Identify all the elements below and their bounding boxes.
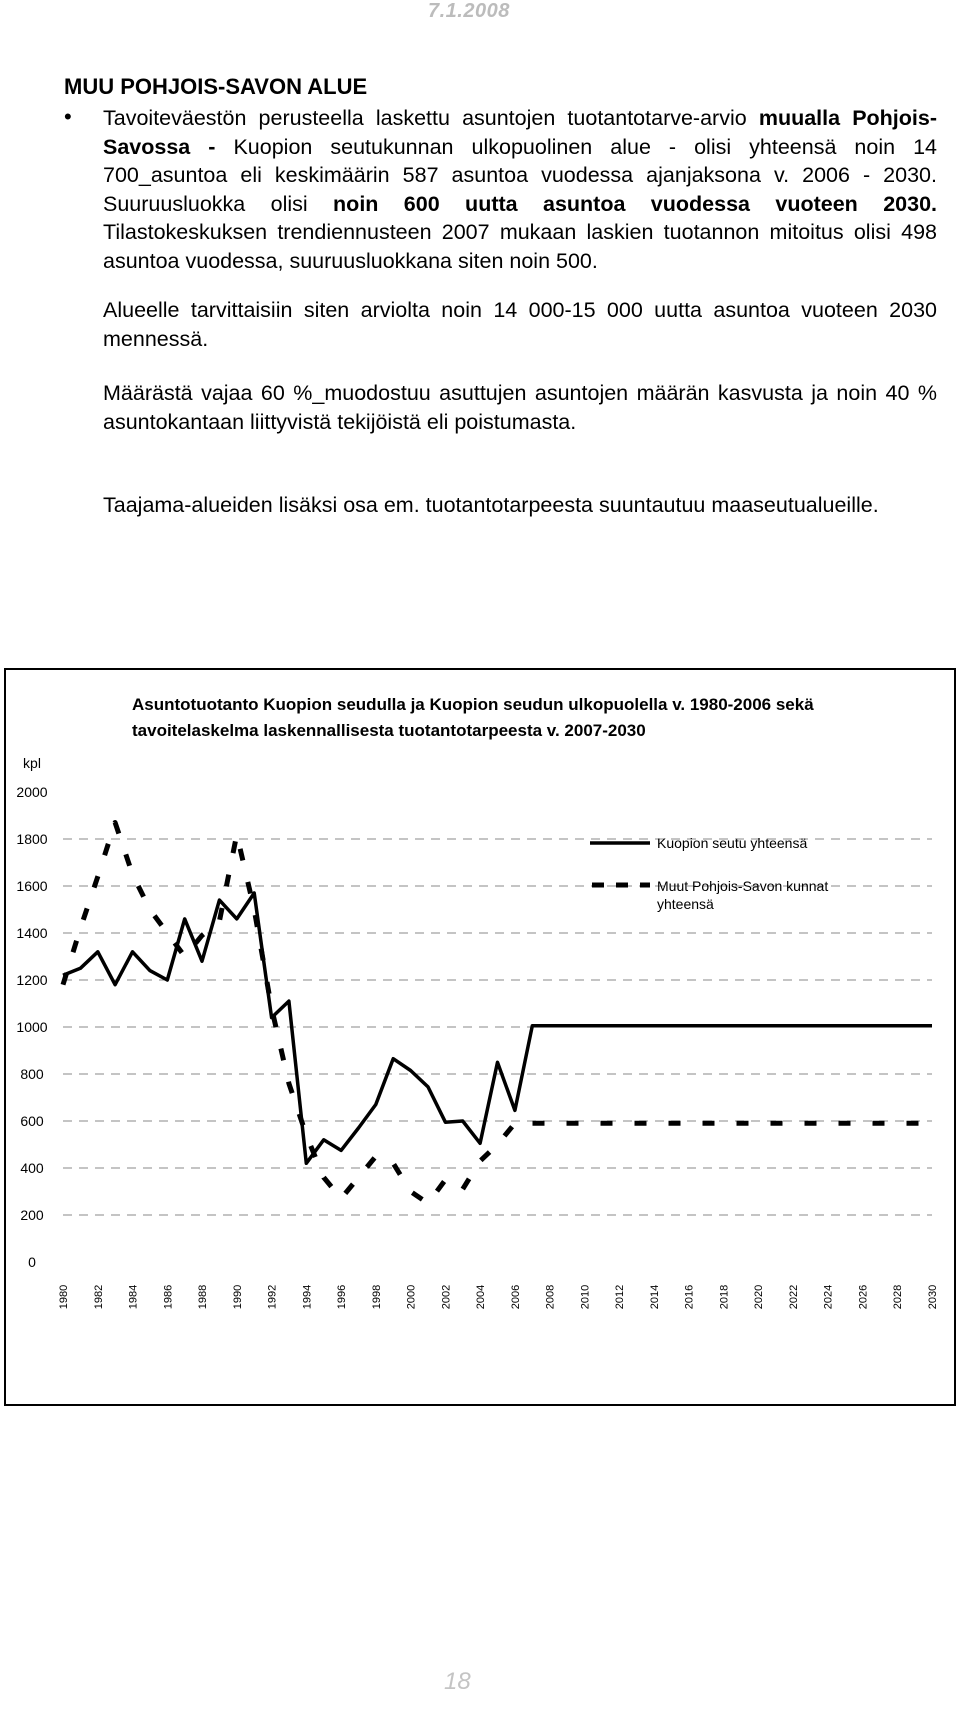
x-tick-label: 1982 <box>92 1284 105 1310</box>
y-tick-label: 200 <box>20 1207 44 1223</box>
x-tick-label: 2010 <box>579 1284 592 1310</box>
y-tick-label: 0 <box>28 1254 36 1270</box>
x-tick-label: 1980 <box>58 1284 70 1310</box>
page-number: 18 <box>444 1668 471 1695</box>
x-tick-label: 2024 <box>822 1284 835 1310</box>
paragraph-1-text-c: Kuopion seutukunnan ulkopuolinen alue - olisi yhteensä noin 14 700_asuntoa eli keskimäärin 587 asuntoa vuodessa ajanjaksona v. 2006 - 2030. Suuruusluokka olisi <box>103 134 937 216</box>
x-tick-label: 2008 <box>544 1284 557 1310</box>
y-tick-label: 600 <box>20 1113 44 1129</box>
section-heading: MUU POHJOIS-SAVON ALUE <box>64 74 368 99</box>
x-tick-label: 1994 <box>301 1284 314 1310</box>
x-tick-label: 1988 <box>197 1284 210 1310</box>
x-tick-label: 2022 <box>787 1284 800 1310</box>
paragraph-2: Alueelle tarvittaisiin siten arviolta noin 14 000-15 000 uutta asuntoa vuoteen 2030 mennessä. <box>103 298 937 351</box>
paragraph-3: Määrästä vajaa 60 %_muodostuu asuttujen asuntojen määrän kasvusta ja noin 40 % asuntokantaan liittyvistä tekijöistä eli poistumasta. <box>103 381 937 434</box>
x-tick-label: 2030 <box>927 1284 939 1310</box>
y-tick-label: 1400 <box>16 925 48 941</box>
header-date: 7.1.2008 <box>428 0 510 22</box>
bullet-marker: • <box>64 104 72 129</box>
chart-title: Asuntotuotanto Kuopion seudulla ja Kuopion seudun ulkopuolella v. 1980-2006 sekä tavoitelaskelma laskennallisesta tuotantotarpeesta v. 2007-2030 <box>132 695 814 740</box>
y-tick-label: 400 <box>20 1160 44 1176</box>
y-tick-label: 1600 <box>16 878 48 894</box>
paragraph-4: Taajama-alueiden lisäksi osa em. tuotantotarpeesta suuntautuu maaseutualueille. <box>103 493 879 517</box>
y-tick-label: 1800 <box>16 831 48 847</box>
paragraph-1-text-a: Tavoiteväestön perusteella laskettu asuntojen tuotantotarve-arvio <box>103 106 759 130</box>
x-tick-label: 2002 <box>440 1284 453 1310</box>
x-tick-label: 2006 <box>509 1284 522 1310</box>
x-tick-label: 1996 <box>336 1284 349 1310</box>
x-tick-label: 1992 <box>266 1284 279 1310</box>
paragraph-1 <box>103 104 937 275</box>
x-tick-label: 1998 <box>370 1284 383 1310</box>
legend-label-muut-kunnat: Muut Pohjois-Savon kunnat yhteensä <box>657 878 829 912</box>
x-tick-label: 2028 <box>892 1284 905 1310</box>
x-tick-label: 2012 <box>614 1284 627 1310</box>
y-tick-label: 1000 <box>16 1019 48 1035</box>
x-tick-label: 2014 <box>648 1284 661 1310</box>
x-tick-label: 1984 <box>127 1284 140 1310</box>
x-tick-label: 2016 <box>683 1284 696 1310</box>
y-axis-label: kpl <box>23 755 41 771</box>
paragraph-1-bold-target: noin 600 uutta asuntoa vuodessa vuoteen 2030. <box>333 191 937 216</box>
paragraph-1-bold-region: muualla Pohjois-Savossa - <box>103 106 937 159</box>
chart-frame <box>4 668 956 1406</box>
legend-label-kuopion-seutu: Kuopion seutu yhteensä <box>657 835 808 851</box>
y-tick-label: 2000 <box>16 784 48 800</box>
x-tick-label: 2026 <box>857 1284 870 1310</box>
paragraph-1-text-e: Tilastokeskuksen trendiennusteen 2007 mukaan laskien tuotannon mitoitus olisi 498 asuntoa vuodessa, suuruusluokkana siten noin 500. <box>103 220 937 273</box>
x-tick-label: 1990 <box>231 1284 244 1310</box>
x-tick-label: 2020 <box>753 1284 766 1310</box>
x-tick-label: 2000 <box>405 1284 418 1310</box>
x-tick-label: 2018 <box>718 1284 731 1310</box>
y-tick-label: 800 <box>20 1066 44 1082</box>
x-tick-label: 2004 <box>475 1284 488 1310</box>
x-tick-label: 1986 <box>162 1284 175 1310</box>
y-tick-label: 1200 <box>16 972 48 988</box>
